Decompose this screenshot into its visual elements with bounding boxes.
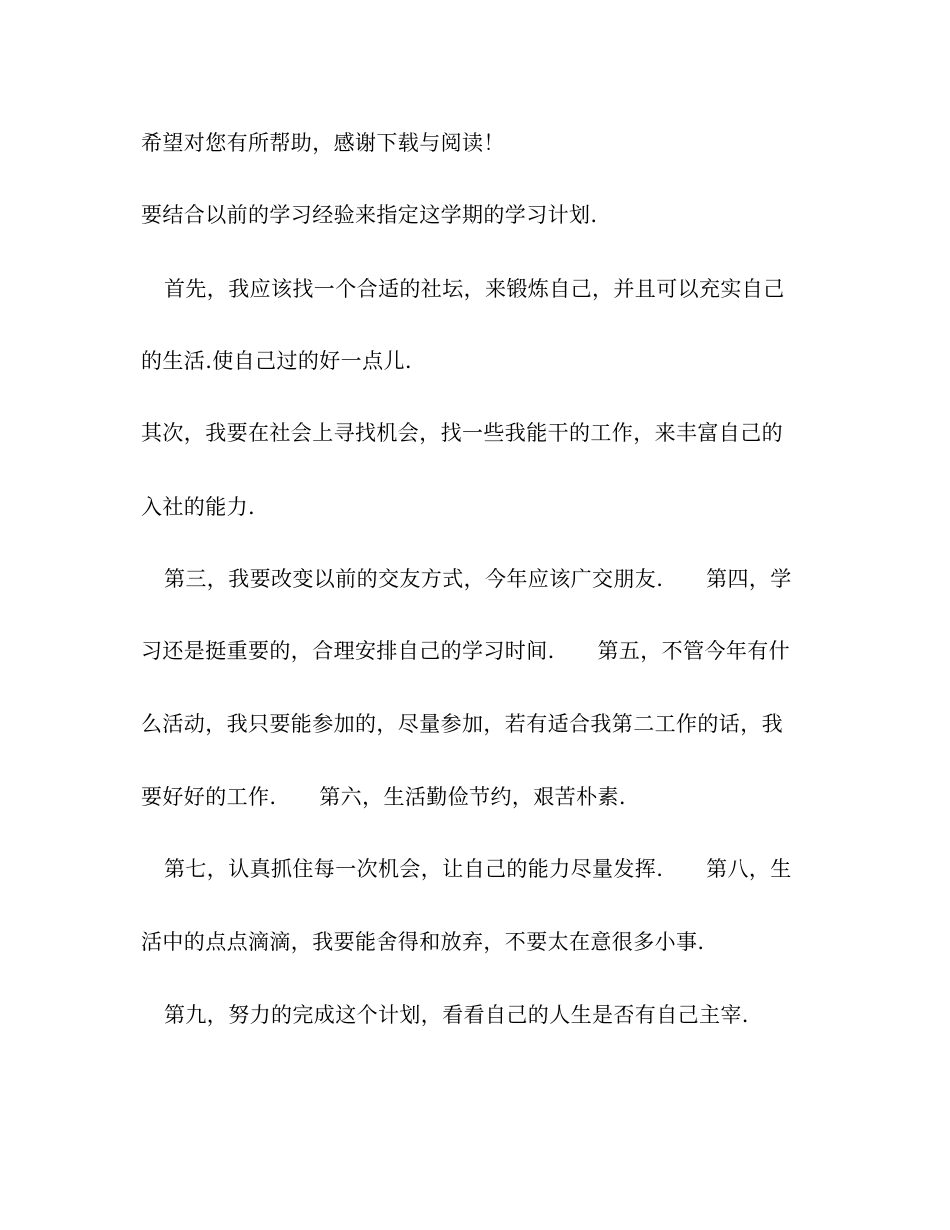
text-line-9: 么活动，我只要能参加的，尽量参加，若有适合我第二工作的话，我 <box>141 712 783 736</box>
text-line-5: 其次，我要在社会上寻找机会，找一些我能干的工作，来丰富自己的 <box>141 421 783 445</box>
text-line-11: 第七，认真抓住每一次机会，让自己的能力尽量发挥. 第八，生 <box>164 857 792 881</box>
text-line-6: 入社的能力. <box>141 495 256 519</box>
text-line-8: 习还是挺重要的，合理安排自己的学习时间. 第五，不管今年有什 <box>141 639 791 663</box>
text-line-7: 第三，我要改变以前的交友方式，今年应该广交朋友. 第四，学 <box>164 567 792 591</box>
text-line-10: 要好好的工作. 第六，生活勤俭节约，艰苦朴素. <box>141 785 626 809</box>
text-line-13: 第九，努力的完成这个计划，看看自己的人生是否有自己主宰. <box>164 1003 749 1027</box>
text-line-3: 首先，我应该找一个合适的社坛，来锻炼自己，并且可以充实自己 <box>164 277 785 301</box>
text-line-12: 活中的点点滴滴，我要能舍得和放弃，不要太在意很多小事. <box>141 930 705 954</box>
text-line-1: 希望对您有所帮助，感谢下载与阅读！ <box>141 131 505 155</box>
text-line-4: 的生活.使自己过的好一点儿. <box>141 349 412 373</box>
text-line-2: 要结合以前的学习经验来指定这学期的学习计划. <box>141 203 598 227</box>
